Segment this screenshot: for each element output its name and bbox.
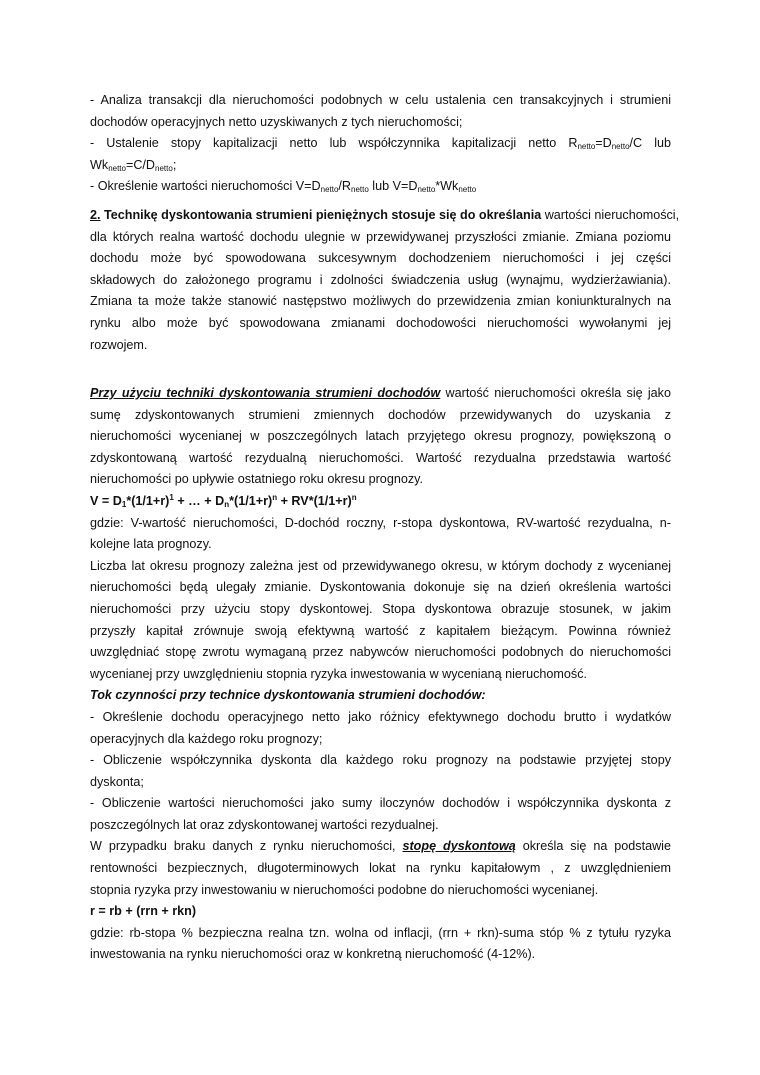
text-line: - Obliczenie wartości nieruchomości jako sumy iloczynów dochodów i współczynnika dyskonta z [90,796,671,811]
text-span: + … + D [173,493,225,508]
text-line: Liczba lat okresu prognozy zależna jest od przewidywanego okresu, w którym dochody z wycenianej [90,558,671,573]
text-span: - Określenie wartości nieruchomości V=D [90,179,321,194]
text-line [90,176,671,198]
text-span: Wk [90,157,109,172]
text-line: kolejne lata prognozy. [90,537,212,552]
text-span: V = D [90,493,122,508]
subscript: netto [155,163,173,173]
text-line: uwzględniać stopę zwrotu wymaganą przez nabywców nieruchomości podobnych do nieruchomości [90,645,671,660]
text-line: gdzie: V-wartość nieruchomości, D-dochód roczny, r-stopa dyskontowa, RV-wartość rezydualna, n- [90,515,671,530]
subscript: netto [577,142,596,152]
italic-lead: Przy użyciu techniki dyskontowania strumieni dochodów [90,386,441,400]
text-span: - Ustalenie stopy kapitalizacji netto lub współczynnika kapitalizacji netto R [90,136,578,151]
text-line: rynku albo może być spowodowana zmianami dochodowości nieruchomości wywołanymi jej [90,315,671,330]
subscript: netto [417,185,436,195]
text-line: - Określenie dochodu operacyjnego netto jako różnicy efektywnego dochodu brutto i wydatków [90,709,671,724]
section-comparative-steps [90,90,671,198]
text-line: operacyjnych dla każdego roku prognozy; [90,731,323,746]
text-span: wartość nieruchomości określa się jako [440,386,671,400]
subscript: netto [458,185,477,195]
text-line [90,133,671,155]
text-line [90,155,671,177]
text-line [90,383,671,405]
text-line: poszczególnych lat oraz zdyskontowanej wartości rezydualnej. [90,817,439,832]
text-span: =D [595,136,612,151]
text-span: W przypadku braku danych z rynku nieruchomości, [90,839,403,854]
rate-formula: r = rb + (rrn + rkn) [90,904,197,919]
text-span: *(1/1+r) [126,493,170,508]
text-span: /C lub [629,136,671,151]
text-span: *(1/1+r) [229,493,273,508]
text-line: zdyskontowaną wartość rezydualną nieruchomości. Wartość rezydualna przedstawia wartość [90,450,671,465]
text-line: sumę zdyskontowanych strumieni zmiennych dochodów przewidywanych do uzyskania z [90,407,671,422]
text-line: dochodu może być spowodowana sukcesywnym dochodzeniem nieruchomości i jej części [90,251,671,266]
bold-lead: Technikę dyskontowania strumieni pieniężnych stosuje się do określania [100,208,542,222]
text-line: nieruchomości będą ulegały zmianie. Dyskontowania dokonuje się na dzień określenia wartości [90,580,671,595]
text-line: wycenianej przy uwzględnieniu stopnia ryzyka inwestowania w wycenianą nieruchomość. [90,666,588,681]
text-line: gdzie: rb-stopa % bezpieczna realna tzn. wolna od inflacji, (rrn + rkn)-suma stóp % z tytułu ryzyka [90,925,671,940]
section-income-discounting [90,383,671,966]
text-line: przyszły kapitał zrównuje swoją efektywną wartość z kapitałem bieżącym. Powinna również [90,623,671,638]
emphasis: stopę dyskontową [402,839,516,854]
superscript: 1 [169,492,174,502]
text-line: dla których realna wartość dochodu ulegnie w przewidywanej przyszłości zmianie. Zmiana poziomu [90,229,671,244]
text-line: rozwojem. [90,337,148,352]
subscript: n [224,499,230,509]
text-span: *Wk [435,179,459,194]
section-dcf-technique [90,205,680,356]
subscript: 1 [121,499,127,509]
text-line: rentowności bezpiecznych, długoterminowych lokat na rynku kapitałowym , z uwzględnieniem [90,861,671,876]
text-span: ; [172,157,177,172]
subscript: netto [611,142,630,152]
text-line: dyskonta; [90,774,144,789]
text-line: nieruchomości po upływie ostatniego roku okresu prognozy. [90,472,423,487]
text-line: składowych do założonego programu i zdolności świadczenia usług (wynajmu, wydzierżawiania). [90,272,671,287]
steps-heading: Tok czynności przy technice dyskontowania strumieni dochodów: [90,688,486,703]
text-line [90,836,671,858]
text-line: nieruchomości wycenianej w poszczególnych latach przyjętego okresu prognozy, powiększoną o [90,429,671,444]
section-number: 2. [90,208,101,222]
text-span: /R [338,179,352,194]
text-span: określa się na podstawie [515,839,671,854]
subscript: netto [320,185,339,195]
text-span: =C/D [125,157,156,172]
text-line [90,205,680,227]
text-line: dochodów operacyjnych netto uzyskiwanych z tych nieruchomości; [90,114,463,129]
text-line: stopnia ryzyka przy inwestowaniu w nieruchomości podobne do nieruchomości wycenianej. [90,882,599,897]
text-line: nieruchomości przy użyciu stopy dyskontowej. Stopa dyskontowa obrazuje stosunek, w jakim [90,601,671,616]
text-line: inwestowania na rynku nieruchomości oraz w konkretną nieruchomość (4-12%). [90,947,536,962]
superscript: n [351,492,357,502]
text-line: - Obliczenie współczynnika dyskonta dla każdego roku prognozy na podstawie przyjętej stopy [90,753,671,768]
subscript: netto [108,163,126,173]
text-line: Zmiana ta może także stanowić następstwo możliwych do przewidzenia zmian koniunkturalnych na [90,294,671,309]
text-line: - Analiza transakcji dla nieruchomości podobnych w celu ustalenia cen transakcyjnych i strumieni [90,93,671,107]
text-span: lub V=D [368,179,418,194]
superscript: n [272,492,278,502]
text-span: + RV*(1/1+r) [277,493,352,508]
text-span: wartości nieruchomości, [541,208,680,222]
subscript: netto [351,185,369,195]
dcf-formula [90,491,671,513]
